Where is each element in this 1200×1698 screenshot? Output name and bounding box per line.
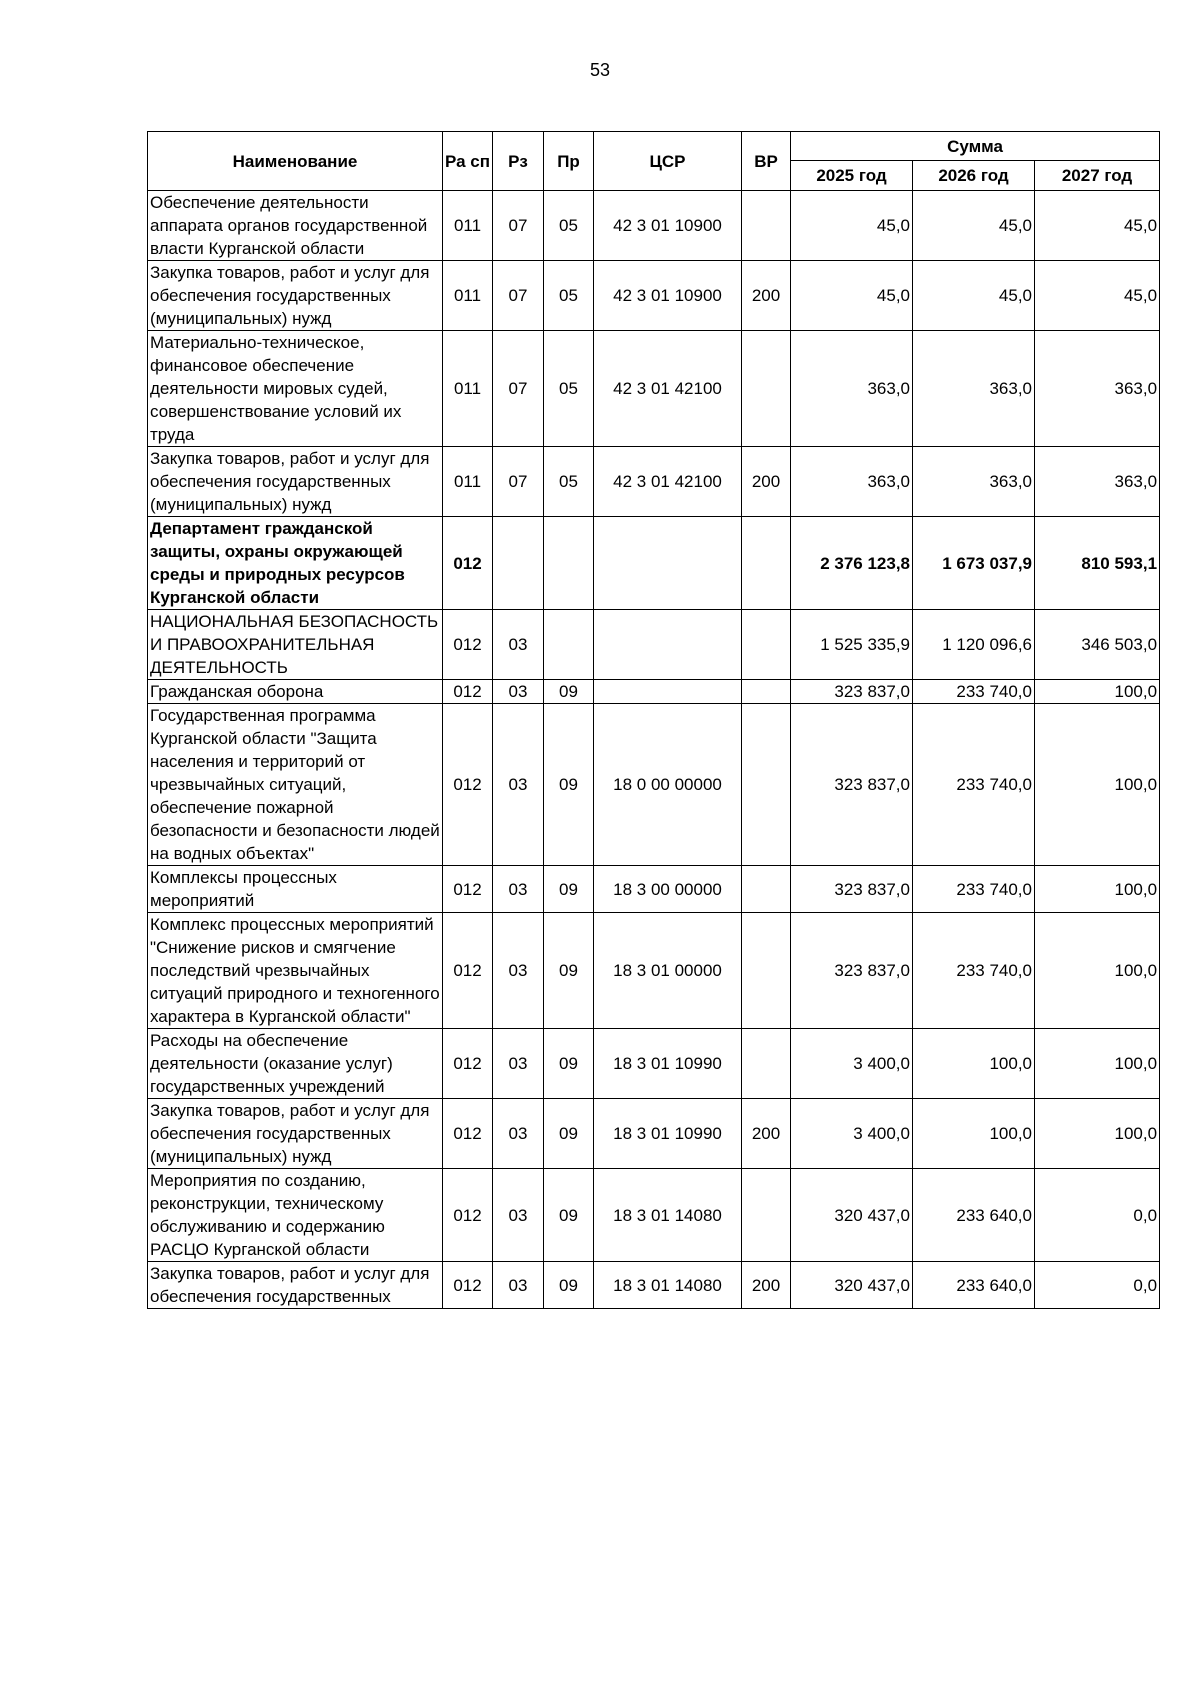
- cell-name: Обеспечение деятельности аппарата органов государственной власти Курганской области: [148, 191, 443, 261]
- cell-2025: 363,0: [791, 331, 913, 447]
- cell-2025: 320 437,0: [791, 1169, 913, 1262]
- cell-pr: 09: [544, 680, 594, 704]
- cell-vr: [742, 610, 791, 680]
- cell-2025: 363,0: [791, 447, 913, 517]
- cell-2025: 320 437,0: [791, 1262, 913, 1309]
- cell-rasp: 012: [443, 704, 493, 866]
- cell-name: Закупка товаров, работ и услуг для обеспечения государственных (муниципальных) нужд: [148, 1099, 443, 1169]
- cell-name: Гражданская оборона: [148, 680, 443, 704]
- cell-rasp: 012: [443, 610, 493, 680]
- cell-2025: 45,0: [791, 261, 913, 331]
- table-row: [148, 331, 1160, 447]
- cell-rasp: 011: [443, 447, 493, 517]
- table-header: [148, 132, 1160, 191]
- cell-vr: 200: [742, 447, 791, 517]
- cell-name: Департамент гражданской защиты, охраны окружающей среды и природных ресурсов Курганской области: [148, 517, 443, 610]
- cell-rasp: 012: [443, 866, 493, 913]
- cell-pr: 09: [544, 1169, 594, 1262]
- budget-table: [147, 131, 1160, 1309]
- cell-2027: 100,0: [1035, 913, 1160, 1029]
- cell-pr: 09: [544, 1099, 594, 1169]
- cell-rasp: 012: [443, 1029, 493, 1099]
- cell-2027: 363,0: [1035, 447, 1160, 517]
- cell-rz: 03: [493, 866, 544, 913]
- table-row: [148, 610, 1160, 680]
- cell-name: Государственная программа Курганской области "Защита населения и территорий от чрезвычайных ситуаций, обеспечение пожарной безопасности и безопасности людей на водных объектах": [148, 704, 443, 866]
- cell-2025: 323 837,0: [791, 913, 913, 1029]
- cell-2027: 346 503,0: [1035, 610, 1160, 680]
- cell-name: НАЦИОНАЛЬНАЯ БЕЗОПАСНОСТЬ И ПРАВООХРАНИТЕЛЬНАЯ ДЕЯТЕЛЬНОСТЬ: [148, 610, 443, 680]
- table-row: [148, 1169, 1160, 1262]
- cell-rz: 03: [493, 610, 544, 680]
- cell-pr: 09: [544, 704, 594, 866]
- col-header-2027: 2027 год: [1035, 161, 1160, 191]
- cell-2025: 2 376 123,8: [791, 517, 913, 610]
- cell-2027: 100,0: [1035, 1099, 1160, 1169]
- cell-vr: [742, 191, 791, 261]
- cell-2027: 100,0: [1035, 1029, 1160, 1099]
- table-row: [148, 1029, 1160, 1099]
- cell-name: Закупка товаров, работ и услуг для обеспечения государственных (муниципальных) нужд: [148, 261, 443, 331]
- col-header-2025: 2025 год: [791, 161, 913, 191]
- cell-rz: 03: [493, 1099, 544, 1169]
- cell-pr: 09: [544, 913, 594, 1029]
- cell-rz: 07: [493, 191, 544, 261]
- cell-2027: 100,0: [1035, 866, 1160, 913]
- cell-2025: 323 837,0: [791, 704, 913, 866]
- cell-rasp: 011: [443, 261, 493, 331]
- col-header-csr: ЦСР: [594, 132, 742, 191]
- cell-csr: 18 3 01 14080: [594, 1169, 742, 1262]
- cell-name: Закупка товаров, работ и услуг для обеспечения государственных: [148, 1262, 443, 1309]
- cell-2027: 810 593,1: [1035, 517, 1160, 610]
- col-header-rz: Рз: [493, 132, 544, 191]
- cell-rz: 03: [493, 913, 544, 1029]
- cell-pr: 09: [544, 1029, 594, 1099]
- cell-name: Комплекс процессных мероприятий "Снижение рисков и смягчение последствий чрезвычайных ситуаций природного и техногенного характера в Курганской области": [148, 913, 443, 1029]
- cell-name: Мероприятия по созданию, реконструкции, техническому обслуживанию и содержанию РАСЦО Курганской области: [148, 1169, 443, 1262]
- table-row: [148, 261, 1160, 331]
- cell-rz: 03: [493, 1262, 544, 1309]
- cell-2026: 100,0: [913, 1099, 1035, 1169]
- cell-2027: 100,0: [1035, 680, 1160, 704]
- cell-rz: [493, 517, 544, 610]
- cell-csr: [594, 680, 742, 704]
- cell-2025: 323 837,0: [791, 680, 913, 704]
- cell-2025: 3 400,0: [791, 1099, 913, 1169]
- cell-2025: 3 400,0: [791, 1029, 913, 1099]
- cell-2025: 1 525 335,9: [791, 610, 913, 680]
- cell-2026: 233 640,0: [913, 1169, 1035, 1262]
- cell-vr: [742, 704, 791, 866]
- cell-2026: 233 740,0: [913, 866, 1035, 913]
- cell-2026: 100,0: [913, 1029, 1035, 1099]
- cell-2025: 45,0: [791, 191, 913, 261]
- page-number: 53: [589, 60, 611, 80]
- cell-csr: 18 3 01 10990: [594, 1029, 742, 1099]
- cell-rz: 03: [493, 1029, 544, 1099]
- cell-rz: 03: [493, 680, 544, 704]
- cell-2027: 0,0: [1035, 1169, 1160, 1262]
- cell-2026: 233 640,0: [913, 1262, 1035, 1309]
- col-header-sum: Сумма: [791, 132, 1160, 161]
- cell-2027: 45,0: [1035, 191, 1160, 261]
- cell-csr: 18 3 01 00000: [594, 913, 742, 1029]
- cell-rasp: 012: [443, 680, 493, 704]
- table-row: [148, 191, 1160, 261]
- cell-csr: 42 3 01 42100: [594, 447, 742, 517]
- col-header-2026: 2026 год: [913, 161, 1035, 191]
- cell-pr: 05: [544, 191, 594, 261]
- table-row: [148, 704, 1160, 866]
- cell-pr: 05: [544, 261, 594, 331]
- cell-2026: 233 740,0: [913, 704, 1035, 866]
- cell-pr: 05: [544, 331, 594, 447]
- cell-rz: 03: [493, 1169, 544, 1262]
- cell-2026: 363,0: [913, 331, 1035, 447]
- cell-pr: 05: [544, 447, 594, 517]
- table-row: [148, 447, 1160, 517]
- cell-vr: [742, 680, 791, 704]
- cell-csr: [594, 610, 742, 680]
- table-row: [148, 866, 1160, 913]
- cell-pr: 09: [544, 1262, 594, 1309]
- cell-vr: [742, 1169, 791, 1262]
- cell-2027: 0,0: [1035, 1262, 1160, 1309]
- cell-pr: [544, 610, 594, 680]
- cell-vr: 200: [742, 261, 791, 331]
- table-row: [148, 1099, 1160, 1169]
- cell-rasp: 012: [443, 1099, 493, 1169]
- cell-vr: [742, 517, 791, 610]
- cell-rasp: 011: [443, 191, 493, 261]
- col-header-name: Наименование: [148, 132, 443, 191]
- cell-2027: 363,0: [1035, 331, 1160, 447]
- cell-2026: 233 740,0: [913, 913, 1035, 1029]
- cell-rasp: 012: [443, 913, 493, 1029]
- cell-pr: [544, 517, 594, 610]
- col-header-vr: ВР: [742, 132, 791, 191]
- cell-2026: 233 740,0: [913, 680, 1035, 704]
- table-row-department: [148, 517, 1160, 610]
- cell-rz: 03: [493, 704, 544, 866]
- cell-2026: 1 120 096,6: [913, 610, 1035, 680]
- cell-2026: 363,0: [913, 447, 1035, 517]
- cell-name: Закупка товаров, работ и услуг для обеспечения государственных (муниципальных) нужд: [148, 447, 443, 517]
- cell-csr: 42 3 01 10900: [594, 191, 742, 261]
- cell-vr: [742, 866, 791, 913]
- cell-vr: 200: [742, 1262, 791, 1309]
- cell-rasp: 011: [443, 331, 493, 447]
- cell-2027: 100,0: [1035, 704, 1160, 866]
- cell-name: Расходы на обеспечение деятельности (оказание услуг) государственных учреждений: [148, 1029, 443, 1099]
- cell-csr: 18 3 00 00000: [594, 866, 742, 913]
- table-body: [148, 191, 1160, 1309]
- cell-vr: [742, 331, 791, 447]
- cell-2026: 45,0: [913, 261, 1035, 331]
- cell-2026: 1 673 037,9: [913, 517, 1035, 610]
- cell-csr: 42 3 01 10900: [594, 261, 742, 331]
- cell-rasp: 012: [443, 1169, 493, 1262]
- cell-2027: 45,0: [1035, 261, 1160, 331]
- cell-2026: 45,0: [913, 191, 1035, 261]
- table-row: [148, 913, 1160, 1029]
- cell-vr: 200: [742, 1099, 791, 1169]
- col-header-pr: Пр: [544, 132, 594, 191]
- cell-name: Материально-техническое, финансовое обеспечение деятельности мировых судей, совершенствование условий их труда: [148, 331, 443, 447]
- cell-pr: 09: [544, 866, 594, 913]
- col-header-rasp: Ра сп: [443, 132, 493, 191]
- cell-csr: 18 3 01 14080: [594, 1262, 742, 1309]
- cell-rz: 07: [493, 261, 544, 331]
- cell-csr: 42 3 01 42100: [594, 331, 742, 447]
- cell-csr: 18 3 01 10990: [594, 1099, 742, 1169]
- cell-name: Комплексы процессных мероприятий: [148, 866, 443, 913]
- table-row: [148, 680, 1160, 704]
- cell-rz: 07: [493, 447, 544, 517]
- cell-csr: [594, 517, 742, 610]
- cell-rasp: 012: [443, 517, 493, 610]
- cell-vr: [742, 913, 791, 1029]
- cell-rasp: 012: [443, 1262, 493, 1309]
- cell-rz: 07: [493, 331, 544, 447]
- table-row: [148, 1262, 1160, 1309]
- cell-csr: 18 0 00 00000: [594, 704, 742, 866]
- cell-2025: 323 837,0: [791, 866, 913, 913]
- cell-vr: [742, 1029, 791, 1099]
